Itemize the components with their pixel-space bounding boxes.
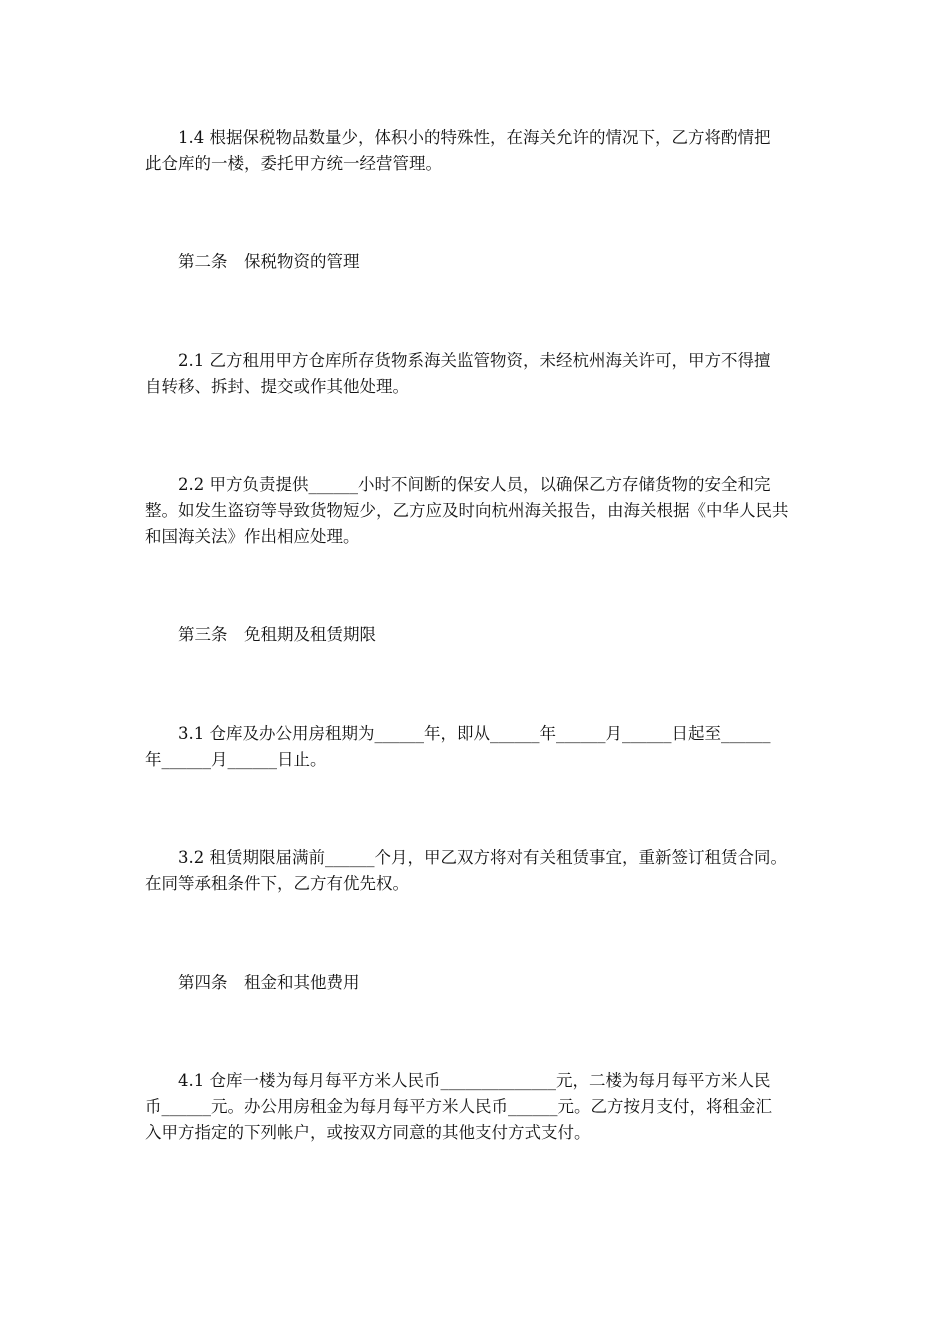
paragraph-2-1-line-2: 自转移、拆封、提交或作其他处理。 xyxy=(145,377,409,396)
paragraph-2-2-line-1: 2.2 甲方负责提供______小时不间断的保安人员，以确保乙方存储货物的安全和完 xyxy=(178,475,771,494)
paragraph-1-4-line-1: 1.4 根据保税物品数量少，体积小的特殊性，在海关允许的情况下，乙方将酌情把 xyxy=(178,128,771,147)
paragraph-3-2-line-2: 在同等承租条件下，乙方有优先权。 xyxy=(145,874,409,893)
paragraph-4-1-line-1: 4.1 仓库一楼为每月每平方米人民币______________元，二楼为每月每平方米人民 xyxy=(178,1071,771,1090)
paragraph-3-1-line-1: 3.1 仓库及办公用房租期为______年，即从______年______月______日起至______ xyxy=(178,724,771,743)
paragraph-4-1-line-2: 币______元。办公用房租金为每月每平方米人民币______元。乙方按月支付，将租金汇 xyxy=(145,1097,772,1116)
paragraph-2-2-line-2: 整。如发生盗窃等导致货物短少，乙方应及时向杭州海关报告，由海关根据《中华人民共 xyxy=(145,501,789,520)
section-heading-article-3: 第三条 免租期及租赁期限 xyxy=(178,625,376,644)
paragraph-1-4-line-2: 此仓库的一楼，委托甲方统一经营管理。 xyxy=(145,154,442,173)
paragraph-3-2-line-1: 3.2 租赁期限届满前______个月，甲乙双方将对有关租赁事宜，重新签订租赁合同。 xyxy=(178,848,787,867)
paragraph-3-1-line-2: 年______月______日止。 xyxy=(145,750,327,769)
section-heading-article-2: 第二条 保税物资的管理 xyxy=(178,252,360,271)
paragraph-2-2-line-3: 和国海关法》作出相应处理。 xyxy=(145,527,360,546)
paragraph-2-1-line-1: 2.1 乙方租用甲方仓库所存货物系海关监管物资，未经杭州海关许可，甲方不得擅 xyxy=(178,351,771,370)
section-heading-article-4: 第四条 租金和其他费用 xyxy=(178,973,360,992)
paragraph-4-1-line-3: 入甲方指定的下列帐户，或按双方同意的其他支付方式支付。 xyxy=(145,1123,591,1142)
